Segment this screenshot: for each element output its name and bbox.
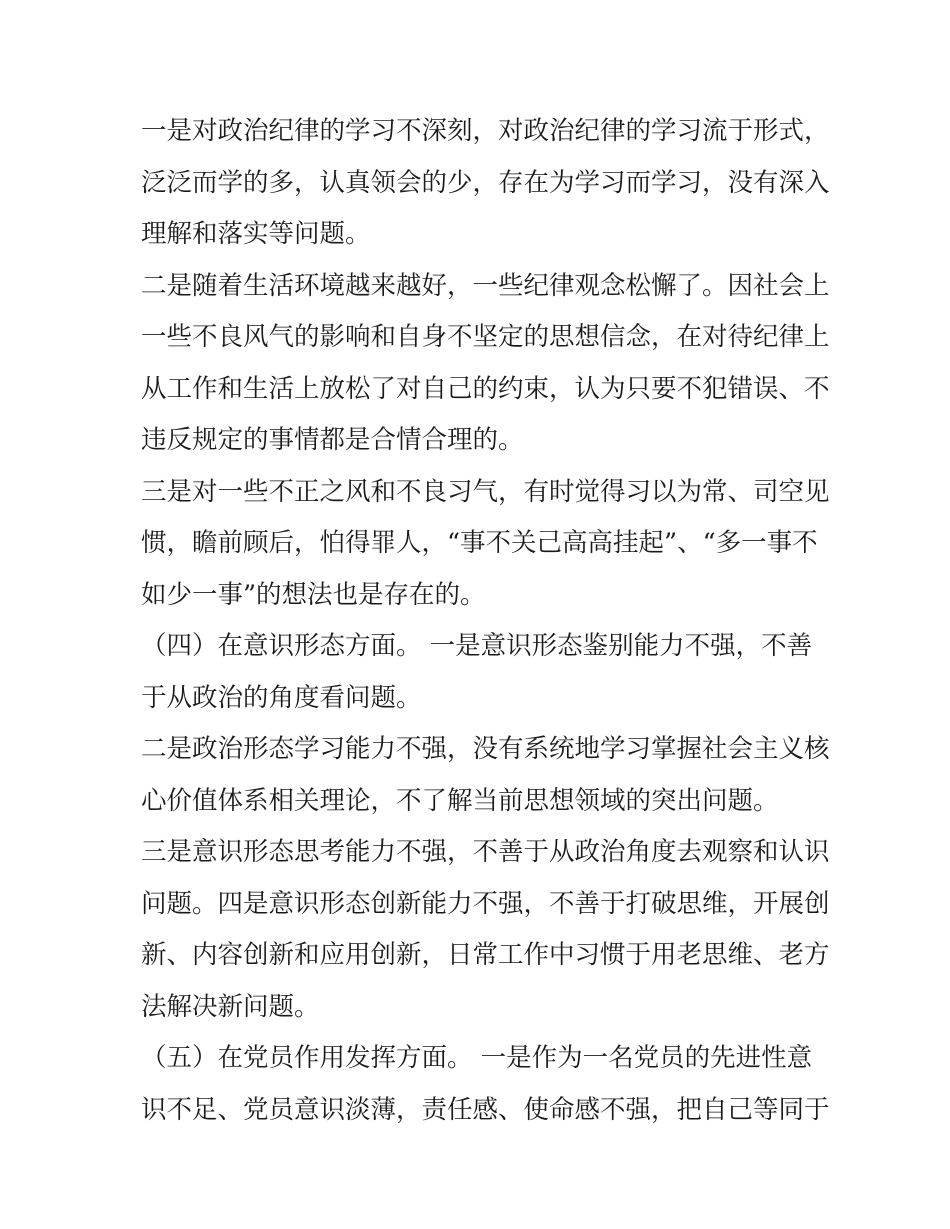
text-line: 于从政治的角度看问题。	[141, 682, 422, 713]
text-line: 问题。四是意识形态创新能力不强，不善于打破思维，开展创	[141, 888, 830, 919]
text-line: 泛泛而学的多，认真领会的少，存在为学习而学习，没有深入	[141, 167, 830, 198]
text-line: 一是对政治纪律的学习不深刻，对政治纪律的学习流于形式，	[141, 116, 830, 146]
text-line: 如少一事”的想法也是存在的。	[141, 579, 486, 610]
text-line: 三是对一些不正之风和不良习气，有时觉得习以为常、司空见	[141, 476, 830, 507]
document-body	[141, 106, 830, 1136]
text-line: 心价值体系相关理论，不了解当前思想领域的突出问题。	[141, 785, 779, 816]
text-line: 理解和落实等问题。	[141, 219, 371, 249]
section-heading-line: （五）在党员作用发挥方面。 一是作为一名党员的先进性意	[141, 1043, 813, 1073]
section-heading-line: （四）在意识形态方面。 一是意识形态鉴别能力不强，不善	[141, 631, 813, 661]
text-line: 二是政治形态学习能力不强，没有系统地学习掌握社会主义核	[141, 734, 830, 764]
text-line: 惯，瞻前顾后，怕得罪人，“事不关己高高挂起”、“多一事不	[141, 528, 818, 558]
text-line: 法解决新问题。	[141, 991, 320, 1022]
text-line: 三是意识形态思考能力不强，不善于从政治角度去观察和认识	[141, 837, 830, 867]
text-line: 二是随着生活环境越来越好，一些纪律观念松懈了。因社会上	[141, 270, 830, 301]
text-line: 新、内容创新和应用创新，日常工作中习惯于用老思维、老方	[141, 940, 830, 970]
text-line: 违反规定的事情都是合情合理的。	[141, 425, 524, 455]
text-line: 识不足、党员意识淡薄，责任感、使命感不强，把自己等同于	[141, 1094, 830, 1125]
text-line: 一些不良风气的影响和自身不坚定的思想信念，在对待纪律上	[141, 322, 830, 352]
text-line: 从工作和生活上放松了对自己的约束，认为只要不犯错误、不	[141, 373, 830, 404]
